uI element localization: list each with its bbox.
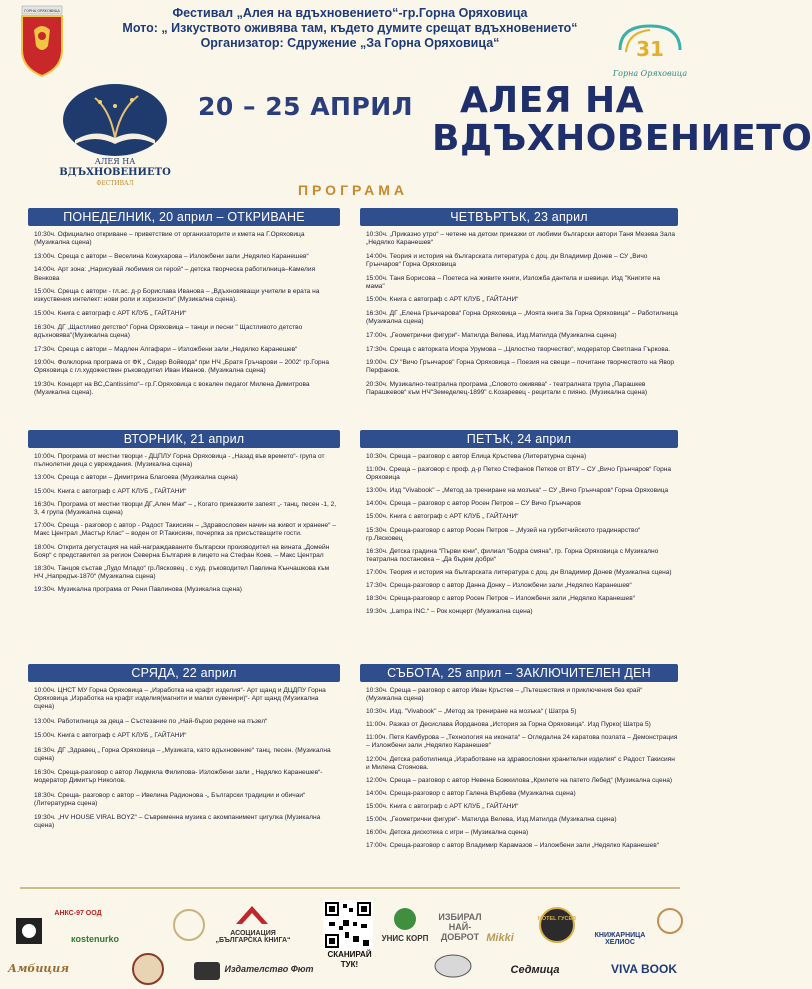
event-item: 10:30ч. Среща – разговор с автор Иван Кръстев – „Пътешествия и приключения без край“ (Музикална сцена) (366, 687, 643, 703)
scan-here-label: СКАНИРАЙ ТУК! (327, 950, 372, 969)
program-heading: ПРОГРАМА (297, 182, 409, 198)
title-line-1: АЛЕЯ НА (459, 80, 645, 121)
festival-book-logo-icon (40, 80, 190, 192)
day-tuesday (28, 430, 340, 600)
event-item: 14:00ч. Среща – разговор с автор Росен Петров – СУ Вичо Грънчаров (366, 500, 581, 508)
organizer-line: Организатор: Сдружение „За Горна Оряховица“ (200, 36, 500, 50)
festival-dates: 20 – 25 АПРИЛ (198, 92, 413, 121)
logo31-text: Горна Оряховица (612, 69, 688, 78)
partner-helios: КНИЖАРНИЦА ХЕЛИОС (594, 932, 646, 946)
event-item: 15:00ч. Книга с автограф с АРТ КЛУБ „ ГАЙТАНИ“ (366, 513, 519, 521)
day-wednesday-events (28, 682, 340, 831)
day-monday-events (28, 226, 340, 397)
event-item: 15:00ч. Книга с автограф с АРТ КЛУБ „ ГАЙТАНИ“ (34, 732, 187, 740)
day-thursday-title: ЧЕТВЪРТЪК, 23 април (360, 208, 678, 226)
partner-vivabook: VIVA BOOK (610, 962, 677, 976)
day-wednesday (28, 664, 340, 837)
partner-round-logo-icon (172, 908, 206, 942)
event-item: 16:30ч. Детска градина "Първи юни", филиал "Бодра смяна", гр. Горна Оряховица с Музикално театрална постановка – „Да бъдем добри“ (366, 547, 659, 563)
unis-corp-icon (392, 906, 418, 932)
event-item: 15:00ч. Книга с автограф с АРТ КЛУБ „ ГАЙТАНИ“ (34, 310, 187, 318)
day-friday-title: ПЕТЪК, 24 април (360, 430, 678, 448)
festival-info (80, 6, 620, 51)
day-thursday (360, 208, 678, 403)
partner-ambitsia: Амбиция (8, 962, 69, 975)
partner-emblem-icon (14, 916, 44, 946)
day-monday (28, 208, 340, 403)
event-item: 13:00ч. Изд "Vivabook" – „Метод за трениране на мозъка“ – СУ „Вичо Грънчаров“ Горна Оряховица (366, 487, 669, 495)
event-item: 13:00ч. Среща с автори – Веселина Кожухарова – Изложбени зали „Недялко Каранешев“ (34, 252, 309, 260)
event-item: 17:00ч. Теория и история на българската литература с доц. дн Владимир Донев (Музикална сцена) (366, 568, 672, 576)
event-item: 17:30ч. Среща-разговор с автор Данна Донку – Изложбени зали „Недялко Каранешев“ (366, 582, 632, 590)
event-item: 18:00ч. Открита дегустация на най-награждаваните български производител на вината „Домейн Бояр“ с представител за регион Северна България в лицето на Стефан Коев. – Макс Централ (34, 543, 330, 559)
town-crest-icon (18, 6, 66, 78)
event-item: 17:30ч. Среща с автори – Мадлен Алгафари – Изложбени зали „Недялко Каранешев“ (34, 345, 298, 353)
motto-line: Мото: „ Изкуството оживява там, където думите срещат вдъхновението“ (122, 21, 578, 35)
event-item: 19:30ч. „Lampa INC.“ – Рок концерт (Музикална сцена) (366, 608, 533, 616)
crest-caption: ГОРНА ОРЯХОВИЦА (24, 9, 60, 13)
day-tuesday-title: ВТОРНИК, 21 април (28, 430, 340, 448)
event-item: 19:30ч. Концерт на ВС„Cantissimo“– гр.Г.Оряховица с вокален педагог Милена Димитрова (Музикална сцена). (34, 380, 310, 397)
book-logo-line3: ФЕСТИВАЛ (96, 180, 134, 187)
event-item: 10:30ч. Среща – разговор с автор Елица Кръстева (Литературна сцена) (366, 453, 587, 460)
event-item: 12:00ч. Детска работилница „Изработване на здравословни хранителни изделия“ с Радост Такисиян и Милена Стоянова. (366, 755, 675, 771)
partner-unis: УНИС КОРП (381, 934, 429, 943)
event-item: 10:30ч. Официално откриване – приветствие от организаторите и кмета на Г.Оряховица (Музикална сцена) (34, 231, 305, 247)
partner-kompleks-icon (650, 906, 690, 936)
event-item: 14:00ч. Среща-разговор с автор Галена Върбева (Музикална сцена) (366, 789, 576, 797)
event-item: 18:30ч. Среща- разговор с автор – Ивелина Радионова -„ Български традиции и обичаи“ (Литературна сцена) (34, 791, 306, 807)
event-item: 16:30ч. Среща-разговор с автор Людмила Филипова- Изложбени зали „ Недялко Каранешев“- модератор Димитър Николов. (34, 769, 323, 785)
event-item: 10:30ч. Изд. "Vivabook" – „Метод за трениране на мозъка“ ( Шатра 5) (366, 708, 577, 716)
hotel-badge-icon (538, 906, 576, 944)
event-item: 12:00ч. Среща – разговор с автор Невена Божкилова „Крилете на патето Лебед“ (Музикална сцена) (366, 776, 673, 784)
event-item: 18:30ч. Танцов състав „Лудо Младо“ гр.Лясковец , с худ. ръководител Павлина Кънчашкова към НЧ „Напредък-1870“ (Музикална сцена) (34, 565, 330, 581)
day-saturday-title: СЪБОТА, 25 април – ЗАКЛЮЧИТЕЛЕН ДЕН (360, 664, 678, 682)
day-friday-events (360, 448, 678, 616)
event-item: 10:00ч. ЦНСТ МУ Горна Оряховица – „Изработка на крафт изделия“- Арт щанд и ДЦДПУ Горна Оряховица „Изработка на крафт изделия(магнити и малки сувенири)“- Арт щанд (Музикална сцена) (34, 687, 326, 711)
day-tuesday-events (28, 448, 340, 595)
day-monday-title: ПОНЕДЕЛНИК, 20 април – ОТКРИВАНЕ (28, 208, 340, 226)
event-item: 15:00ч. „Геометрични фигури“- Матилда Велева, Изд.Матилда (Музикална сцена) (366, 816, 617, 824)
day-thursday-events (360, 226, 678, 397)
day-saturday (360, 664, 678, 855)
event-item: 18:30ч. Среща-разговор с автор Росен Петров – Изложбени зали „Недялко Каранешев“ (366, 595, 635, 603)
event-item: 15:00ч. Книга с автограф с АРТ КЛУБ „ ГАЙТАНИ“ (34, 487, 187, 495)
day-wednesday-title: СРЯДА, 22 април (28, 664, 340, 682)
event-item: 19:00ч. СУ "Вичо Грънчаров" Горна Оряховица – Поезия на свещи – почитане творчеството на Явор Перфанов. (366, 359, 675, 375)
partners-divider (20, 887, 680, 889)
event-item: 10:00ч. Програма от местни творци - ДЦПЛУ Горна Оряховица - „Назад във времето“- група от пълнолетни деца с увреждания. (Музикална сцена) (34, 453, 325, 469)
event-item: 11:00ч. Разказ от Десислава Йорданова „История за Горна Оряховица“. Изд Пурко( Шатра 5) (366, 721, 651, 729)
event-item: 19:30ч. Музикална програма от Рени Павлинова (Музикална сцена) (34, 586, 242, 594)
partner-sedmitsa: Седмица (510, 964, 560, 976)
header (0, 0, 812, 200)
qr-code-icon[interactable] (323, 900, 373, 950)
event-item: 15:30ч. Среща-разговор с автор Росен Петров – „Музей на гурбетчийското градинарство“ гр.Лясковец (366, 526, 641, 542)
partner-anks: АНКС-97 ООД (54, 910, 102, 917)
festival-title (432, 80, 812, 159)
partner-fyut: Издателство Фют (224, 964, 314, 974)
event-item: 17:00ч. „Геометрични фигури“- Матилда Велева, Изд.Матилда (Музикална сцена) (366, 331, 617, 339)
event-item: 11:00ч. Среща – разговор с проф. д-р Петко Стефанов Петков от ВТУ – СУ „Вичо Грънчаров“ Горна Оряховица (366, 466, 672, 482)
event-item: 17:30ч. Среща с авторката Искра Урумова – „Цялостно творчество“, модератор Светлана Гъркова. (366, 345, 671, 353)
event-item: 15:00ч. Книга с автограф с АРТ КЛУБ „ ГАЙТАНИ“ (366, 802, 519, 810)
event-item: 16:30ч. ДГ „Щастливо детство“ Горна Оряховица – танци и песни " Щастливото детство вдъхновява"(Музикална сцена) (34, 323, 303, 339)
partner-izbiral: ИЗБИРАЛ НАЙ-ДОБРОТ (438, 912, 482, 942)
event-item: 16:30ч. Програма от местни творци ДГ„Ален Мак“ – „ Когато приказките запеят „- танц, песен -1, 2, 3, 4 група (Музикална сцена) (34, 500, 337, 517)
event-item: 17:00ч. Среща-разговор с автор Владимир Карамазов – Изложбени зали „Недялко Каранешев“ (366, 842, 659, 850)
event-item: 15:00ч. Среща с автори - гл.ас. д-р Борислава Иванова – „Вдъхновяващи учители в ерата на изкуствения интелект: нови роли и хоризонти“ (Музикална сцена). (34, 288, 320, 304)
day-saturday-events (360, 682, 678, 850)
day-friday (360, 430, 678, 621)
event-item: 13:00ч. Среща с автори – Димитрина Благоева (Музикална сцена) (34, 474, 238, 482)
event-item: 11:00ч. Петя Камбурова – „Технология на иконата“ – Огледална 24 каратова позлата – Демонстрация – Изложбени зали „Недялко Каранешев“ (366, 734, 678, 750)
event-item: 19:30ч. „HV HOUSE VIRAL BOYZ“ – Съвременна музика с акомпанимент цигулка (Музикална сцена) (34, 814, 321, 830)
event-item: 15:00ч. Книга с автограф с АРТ КЛУБ „ ГАЙТАНИ“ (366, 296, 519, 304)
book-logo-line1: АЛЕЯ НА (94, 157, 136, 166)
title-line-2: ВДЪХНОВЕНИЕТО (432, 118, 812, 159)
partner-fyut-logo-icon (192, 960, 222, 982)
event-item: 17:00ч. Среща - разговор с автор - Радост Такисиян – „Здравословен начин на живот и хранене“ – Макс Централ „Мастър Клас“ – воден от Р.Такисиян, почерпка за присъстващите гости. (34, 522, 336, 538)
logo31-number: 31 (636, 37, 664, 61)
partner-mikki: Mikki (486, 932, 514, 944)
partner-bulgarian-book: АСОЦИАЦИЯ „БЪЛГАРСКА КНИГА“ (215, 930, 291, 944)
partner-kostenurko: кostenurko (70, 934, 119, 944)
event-item: 14:00ч. Арт зона: „Нарисувай любимия си герой“ – детска творческа работилница–Камелия Венкова (34, 266, 316, 282)
event-item: 14:00ч. Теория и история на българската литература с доц. дн Владимир Донев – СУ „Вичо Грънчаров“ Горна Оряховица (366, 252, 648, 268)
event-item: 19:00ч. Фолклорна програма от ФК „ Сидер Войвода“ при НЧ „Братя Гръчарови – 2002“ гр.Горна Оряховица с гл.художествен ръководител Иван Иванов. (Музикална сцена) (34, 359, 329, 375)
book-logo-line2: ВДЪХНОВЕНИЕТО (59, 167, 171, 178)
event-item: 15:00ч. Таня Борисова – Поетеса на живите книги, Изложба дантела и шевици. Изд "Книгите на мама" (366, 274, 661, 290)
event-item: 20:30ч. Музикално-театрална програма „Словото оживява“ - театралната трупа „Парашкев Парашкевов“ към НЧ"Земеделец-1899" с.Козаревец - рецитали с пияно. (Музикална сцена) (366, 380, 648, 397)
festival-line: Фестивал „Алея на вдъхновението“-гр.Горна Оряховица (172, 6, 528, 20)
partner-ornament-icon (128, 952, 168, 986)
event-item: 16:30ч. ДГ „Елена Грънчарова“ Горна Оряховица – „Моята книга За Горна Оряховица“ – Работилница (Музикална сцена) (366, 310, 678, 326)
event-item: 16:00ч. Детска дискотека с игри – (Музикална сцена) (366, 829, 529, 837)
event-item: 13:00ч. Работилница за деца – Състезание по „Най-бързо редене на пъзел“ (34, 717, 268, 725)
partner-hotel: HOTEL ГУСЕВ (537, 916, 577, 922)
event-item: 16:30ч. ДГ „Здравец „ Горна Оряховица – „Музиката, като вдъхновение“ танц, песен. (Музикална сцена) (34, 746, 331, 762)
event-item: 10:30ч. „Приказно утро“ – четене на детски приказки от любими български автори Таня Мезева Зала „Недялко Каранешев“ (366, 231, 676, 247)
hippo-icon (430, 950, 476, 980)
bulgarian-book-association-icon (232, 902, 272, 928)
